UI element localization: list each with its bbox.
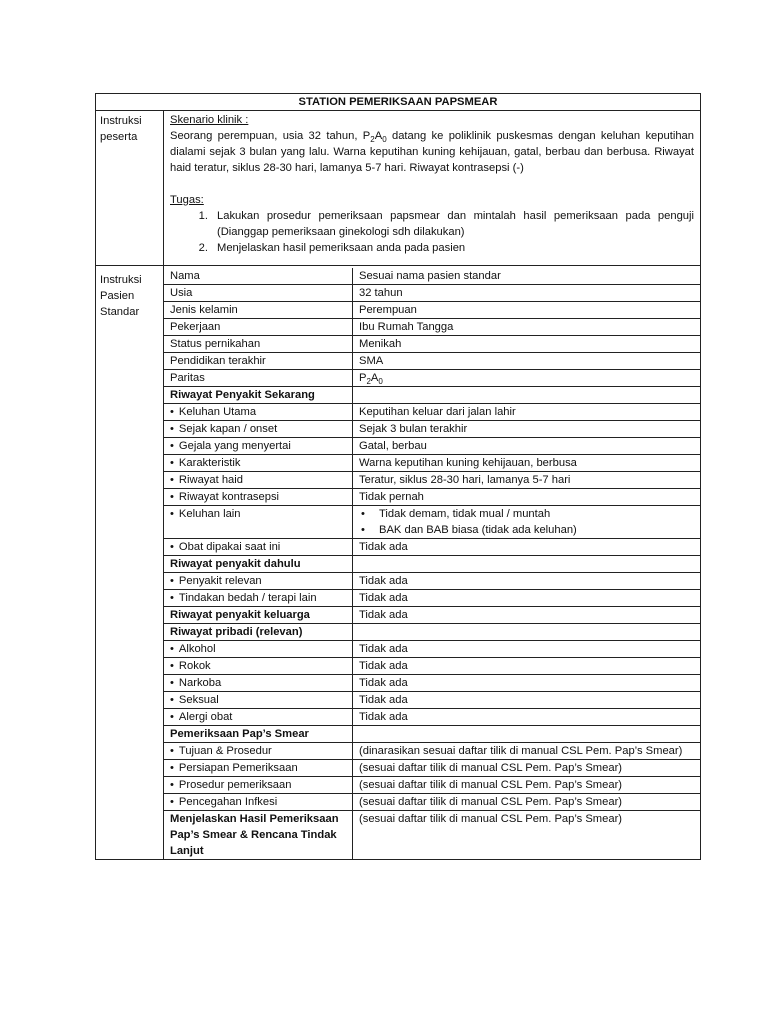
row-label <box>164 404 353 421</box>
row-label <box>164 319 353 336</box>
tugas-heading: Tugas: <box>170 194 204 206</box>
row-label <box>164 506 353 539</box>
patient-table <box>164 268 700 859</box>
row-value: (sesuai daftar tilik di manual CSL Pem. Pap’s Smear) <box>353 777 701 794</box>
row-value <box>353 370 701 387</box>
table-row <box>164 573 700 590</box>
row-value: SMA <box>353 353 701 370</box>
table-row <box>164 590 700 607</box>
task-text: Lakukan prosedur pemeriksaan papsmear dan mintalah hasil pemeriksaan pada penguji (Dianggap pemeriksaan ginekologi sdh dilakukan) <box>217 210 694 238</box>
table-row <box>164 421 700 438</box>
row-value: Keputihan keluar dari jalan lahir <box>353 404 701 421</box>
row-label <box>164 556 353 573</box>
task-number: 2. <box>198 242 208 254</box>
row-label-text: • Keluhan lain <box>170 508 241 520</box>
row-label <box>164 489 353 506</box>
row-label-text: • Riwayat haid <box>170 474 243 486</box>
row-value: Sejak 3 bulan terakhir <box>353 421 701 438</box>
row-label-text: • Seksual <box>170 694 219 706</box>
row-value: Tidak ada <box>353 675 701 692</box>
row-label-text: • Gejala yang menyertai <box>170 440 291 452</box>
row-label-text: Riwayat penyakit dahulu <box>170 558 301 570</box>
row-label <box>164 302 353 319</box>
skenario-sub-1: 2 <box>370 135 375 145</box>
row-label <box>164 760 353 777</box>
row-label-text: • Tujuan & Prosedur <box>170 745 272 757</box>
paritas-part: 2 <box>366 377 371 387</box>
row-label <box>164 268 353 285</box>
table-row <box>164 794 700 811</box>
skenario-text-a: Seorang perempuan, usia 32 tahun, P <box>170 130 371 142</box>
row-label <box>164 641 353 658</box>
row-value <box>353 624 701 641</box>
task-item <box>170 208 694 240</box>
row-value <box>353 506 701 539</box>
row-label-text: • Pencegahan Infkesi <box>170 796 277 808</box>
row-label <box>164 539 353 556</box>
table-row <box>164 370 700 387</box>
row-value: Tidak ada <box>353 590 701 607</box>
row-label <box>164 743 353 760</box>
row-value-bullet: • BAK dan BAB biasa (tidak ada keluhan) <box>359 522 694 538</box>
row-label <box>164 353 353 370</box>
row-value: Perempuan <box>353 302 701 319</box>
row-label <box>164 590 353 607</box>
table-row <box>164 658 700 675</box>
row-label <box>164 455 353 472</box>
table-row <box>164 353 700 370</box>
row-label-text: • Tindakan bedah / terapi lain <box>170 592 317 604</box>
section-label-pasien: Instruksi Pasien Standar <box>96 266 164 859</box>
row-value: Tidak ada <box>353 607 701 624</box>
section-label-peserta: Instruksi peserta <box>96 111 164 265</box>
row-value: (sesuai daftar tilik di manual CSL Pem. Pap’s Smear) <box>353 794 701 811</box>
table-row <box>164 268 700 285</box>
row-label-text: • Prosedur pemeriksaan <box>170 779 291 791</box>
table-row <box>164 489 700 506</box>
table-row <box>164 675 700 692</box>
row-value: Tidak pernah <box>353 489 701 506</box>
table-row <box>164 472 700 489</box>
section-body-peserta <box>164 111 700 265</box>
row-label-text: • Alkohol <box>170 643 216 655</box>
row-label-text: Pendidikan terakhir <box>170 355 266 367</box>
table-row <box>164 641 700 658</box>
row-value: (sesuai daftar tilik di manual CSL Pem. Pap’s Smear) <box>353 760 701 777</box>
section-instruksi-peserta <box>96 111 700 266</box>
row-value: Tidak ada <box>353 539 701 556</box>
skenario-text-mid: A <box>374 130 383 142</box>
table-row <box>164 811 700 860</box>
row-label-text: • Alergi obat <box>170 711 232 723</box>
row-label-text: • Keluhan Utama <box>170 406 256 418</box>
row-label-text: Jenis kelamin <box>170 304 238 316</box>
spacer <box>170 256 694 264</box>
row-value: Tidak ada <box>353 658 701 675</box>
row-value: Menikah <box>353 336 701 353</box>
row-label-text: Nama <box>170 270 200 282</box>
table-row <box>164 438 700 455</box>
row-label-text: Pekerjaan <box>170 321 221 333</box>
row-value: Warna keputihan kuning kehijauan, berbusa <box>353 455 701 472</box>
row-label-text: Pemeriksaan Pap’s Smear <box>170 728 309 740</box>
row-label <box>164 811 353 860</box>
row-label <box>164 336 353 353</box>
row-label <box>164 421 353 438</box>
task-number: 1. <box>198 210 208 222</box>
row-value: Tidak ada <box>353 692 701 709</box>
paritas-part: A <box>370 372 379 384</box>
table-row <box>164 692 700 709</box>
table-row <box>164 607 700 624</box>
table-row <box>164 743 700 760</box>
row-label <box>164 370 353 387</box>
skenario-text <box>170 128 694 176</box>
table-row <box>164 709 700 726</box>
row-label <box>164 573 353 590</box>
row-value-bullet: • Tidak demam, tidak mual / muntah <box>359 506 694 522</box>
row-label <box>164 472 353 489</box>
row-label <box>164 777 353 794</box>
section-instruksi-pasien <box>96 266 700 859</box>
row-label-text: Riwayat pribadi (relevan) <box>170 626 303 638</box>
row-value: Sesuai nama pasien standar <box>353 268 701 285</box>
row-value: Tidak ada <box>353 709 701 726</box>
row-value <box>353 387 701 404</box>
row-label-text: Usia <box>170 287 193 299</box>
table-row <box>164 726 700 743</box>
row-value: 32 tahun <box>353 285 701 302</box>
row-label-text: Riwayat penyakit keluarga <box>170 609 310 621</box>
row-label <box>164 387 353 404</box>
task-list <box>170 208 694 256</box>
row-label <box>164 658 353 675</box>
row-label-text: • Penyakit relevan <box>170 575 262 587</box>
row-label <box>164 285 353 302</box>
row-label-text: • Rokok <box>170 660 211 672</box>
table-row <box>164 506 700 539</box>
table-row <box>164 624 700 641</box>
skenario-sub-2: 0 <box>382 135 387 145</box>
row-label-text: Riwayat Penyakit Sekarang <box>170 389 315 401</box>
row-value: Ibu Rumah Tangga <box>353 319 701 336</box>
row-label <box>164 438 353 455</box>
row-value: Tidak ada <box>353 641 701 658</box>
skenario-text-b: datang ke poliklinik puskesmas dengan keluhan keputihan dialami sejak 3 bulan yang lalu. Warna keputihan kuning kehijauan, gatal, berbau dan berbusa. Riwayat haid teratur, siklus 28-30 hari, lamanya 5-7 hari. Riwayat kontrasepsi (-) <box>170 130 694 174</box>
table-row <box>164 336 700 353</box>
row-value <box>353 556 701 573</box>
section-body-pasien <box>164 266 700 859</box>
row-value: (sesuai daftar tilik di manual CSL Pem. Pap’s Smear) <box>359 813 623 825</box>
row-label-text: Status pernikahan <box>170 338 261 350</box>
row-value: Teratur, siklus 28-30 hari, lamanya 5-7 hari <box>353 472 701 489</box>
table-row <box>164 302 700 319</box>
page-title: STATION PEMERIKSAAN PAPSMEAR <box>96 94 700 111</box>
row-label <box>164 709 353 726</box>
row-value: (dinarasikan sesuai daftar tilik di manual CSL Pem. Pap’s Smear) <box>353 743 701 760</box>
table-row <box>164 760 700 777</box>
row-label-text: • Obat dipakai saat ini <box>170 541 280 553</box>
row-value <box>353 726 701 743</box>
row-label <box>164 692 353 709</box>
row-label-text: Paritas <box>170 372 205 384</box>
row-label-text: • Riwayat kontrasepsi <box>170 491 279 503</box>
paritas-part: P <box>359 372 367 384</box>
row-label <box>164 675 353 692</box>
station-sheet <box>95 93 701 860</box>
task-item <box>170 240 694 256</box>
row-label <box>164 607 353 624</box>
row-value: Tidak ada <box>353 573 701 590</box>
row-label-text: • Sejak kapan / onset <box>170 423 277 435</box>
task-text: Menjelaskan hasil pemeriksaan anda pada pasien <box>217 242 466 254</box>
row-label <box>164 624 353 641</box>
table-row <box>164 387 700 404</box>
paritas-part: 0 <box>378 377 383 387</box>
table-row <box>164 539 700 556</box>
table-row <box>164 455 700 472</box>
table-row <box>164 777 700 794</box>
table-row <box>164 404 700 421</box>
row-label <box>164 726 353 743</box>
table-row <box>164 556 700 573</box>
row-value: Gatal, berbau <box>353 438 701 455</box>
row-label-text: • Narkoba <box>170 677 221 689</box>
row-label-text: • Karakteristik <box>170 457 240 469</box>
row-label-text: Menjelaskan Hasil Pemeriksaan Pap’s Smear & Rencana Tindak Lanjut <box>170 813 339 857</box>
spacer <box>170 176 694 192</box>
row-label-text: • Persiapan Pemeriksaan <box>170 762 298 774</box>
row-label <box>164 794 353 811</box>
skenario-heading: Skenario klinik : <box>170 114 249 126</box>
table-row <box>164 285 700 302</box>
table-row <box>164 319 700 336</box>
